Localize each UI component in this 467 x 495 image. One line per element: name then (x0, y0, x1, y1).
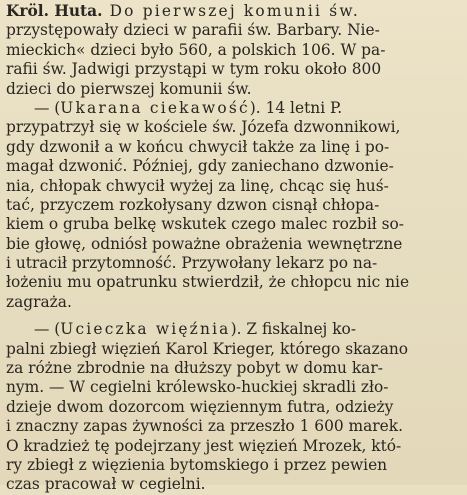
text-line: tać, przyczem rozkołysany dzwon cisnął chłopa- (6, 195, 380, 214)
text-line (6, 2, 458, 21)
section-heading-line: — (Ukarana ciekawość). 14 letni P. (34, 98, 343, 117)
text-line: za różne zbrodnie na dłuższy pobyt w domu kar- (6, 359, 383, 378)
article-column (6, 2, 458, 495)
text-line: przystępowały dzieci w parafii św. Barbary. Nie- (6, 21, 380, 40)
text-line: magał dzwonić. Później, gdy zaniechano dzwonie- (6, 157, 394, 176)
text-line: nia, chłopak chwycił wyżej za linę, chcąc się huś- (6, 176, 389, 195)
text-line: bie głowę, odniósł poważne obrażenia wewnętrzne (6, 234, 403, 253)
text-line: czas pracował w cegielni. (6, 475, 206, 494)
text-line: i znaczny zapas żywności za przeszło 1 600 marek. (6, 417, 403, 436)
paragraph-ucieczka-wieznia (6, 320, 458, 495)
text-line: zagraża. (6, 292, 72, 311)
text-line: ry zbiegł z więzienia bytomskiego i przez pewien (6, 455, 388, 474)
text-line: rafii św. Jadwigi przystąpi w tym roku około 800 (6, 60, 382, 79)
paragraph-krol-huta (6, 2, 458, 99)
text-line: mieckich« dzieci było 560, a polskich 106. W pa- (6, 40, 386, 59)
text-line-rest: Do pierwszej komunii św. (102, 2, 360, 20)
text-line: i utracił przytomność. Przywołany lekarz po na- (6, 254, 378, 273)
text-line: przypatrzył się w kościele św. Józefa dzwonnikowi, (6, 118, 401, 137)
section-heading-line: — (Ucieczka więźnia). Z fiskalnej ko- (34, 320, 357, 339)
text-line: dzieje dwom dozorcom więziennym futra, odzieży (6, 397, 394, 416)
text-line: O kradzież tę podejrzany jest więzień Mrozek, któ- (6, 436, 402, 455)
paragraph-ukarana-ciekawosc (6, 99, 458, 312)
text-line: łożeniu mu opatrunku stwierdził, że chłopcu nic nie (6, 273, 410, 292)
text-line: nym. — W cegielni królewsko-huckiej skradli zło- (6, 378, 389, 397)
text-line: palni zbiegł więzień Karol Krieger, którego skazano (6, 339, 409, 358)
text-line: kiem o gruba belkę wskutek czego malec rozbił so- (6, 215, 404, 234)
text-line: dzieci do pierwszej komunii św. (6, 79, 252, 98)
place-heading: Kröl. Huta. (6, 2, 103, 20)
paragraph-gap (6, 312, 458, 320)
text-line: gdy dzwonił a w końcu chwycił także za linę i po- (6, 137, 390, 156)
